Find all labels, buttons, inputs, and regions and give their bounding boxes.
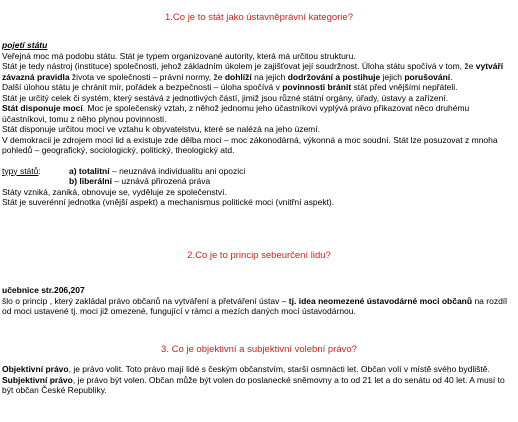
section-2-answer (2, 285, 516, 317)
textbook-reference: učebnice str.206,207 (2, 285, 85, 295)
question-3-heading: 3. Co je objektivní a subjektivní volební právo? (161, 344, 357, 355)
paragraph: šlo o princip , který zakládal právo občanů na vytváření a přetváření ústav – tj. idea neomezené ústavodárné moci občanů na rozdíl od moci ustavené tj. moci již omezené, fungující v rámci a mezích daných mocí ústavodárnou. (2, 295, 508, 316)
types-label: typy států (2, 165, 39, 176)
paragraph: Stát disponuje mocí. Moc je společenský vztah, z něhož jednomu jeho účastníkovi vyplývá právo přikazovat něco druhému účastníkovi, tomu z něho plynou povinnosti. (2, 103, 470, 124)
paragraph: Další úlohou státu je chránit mír, pořádek a bezpečnosti – úloha spočívá v povinnosti bránit stát před vnějšími nepřáteli. (2, 82, 458, 92)
section-3-answer (2, 364, 516, 396)
paragraph: Stát je suverénní jednotka (vnější aspekt) a mechanismus politické moci (vnitřní aspekt). (2, 197, 335, 207)
paragraph: Subjektivní právo, je právo být volen. Občan může být volen do poslanecké sněmovny a to od 21 let a do senátu od 40 let. A musí to být občan České Republiky. (2, 374, 505, 395)
paragraph: Stát disponuje určitou mocí ve vztahu k obyvatelstvu, které se nalézá na jeho území. (2, 124, 320, 134)
types-row-2: b) liberální – uznává přirozená práva (69, 176, 211, 186)
paragraph: Veřejná moc má podobu státu. Stát je typem organizované autority, která má určitou strukturu. (2, 50, 356, 61)
paragraph: Stát je určitý celek či systém, který sestává z jednotlivých částí, jimiž jsou různé státní orgány, úřady, ústavy a zařízení. (2, 92, 449, 103)
paragraph: Stát je tedy nástroj (instituce) společnosti, jehož základním úkolem je zajišťovat její soudržnost. Úloha státu spočívá v tom, že vytváří závazná pravidla života ve společnosti – právní normy, že dohlíží na jejich dodržování a postihuje jejich porušování. (2, 61, 504, 82)
paragraph: Objektivní právo, je právo volit. Toto právo mají lidé s českým občanstvím, starší osmnácti let. Občan volí v místě svého bydliště. (2, 364, 490, 374)
paragraph: Státy vzniká, zaniká, obnovuje se, vyděluje ze společenství. (2, 186, 227, 197)
section-1-answer (2, 40, 516, 208)
question-1-heading: 1.Co je to stát jako ústavněprávní kategorie? (164, 12, 353, 23)
section-1-subheading: pojetí státu (2, 40, 48, 50)
types-row-1: typy států: a) totalitní – neuznává individualitu ani opozici (2, 165, 246, 176)
paragraph: V demokracii je zdrojem moci lid a existuje zde dělba moci – moc zákonodárná, výkonná a moc soudní. Stát lze posuzovat z mnoha pohledů – geografický, sociologický, politický, theologický atd. (2, 134, 498, 155)
question-2-heading: 2.Co je to princip sebeurčení lidu? (187, 250, 331, 261)
